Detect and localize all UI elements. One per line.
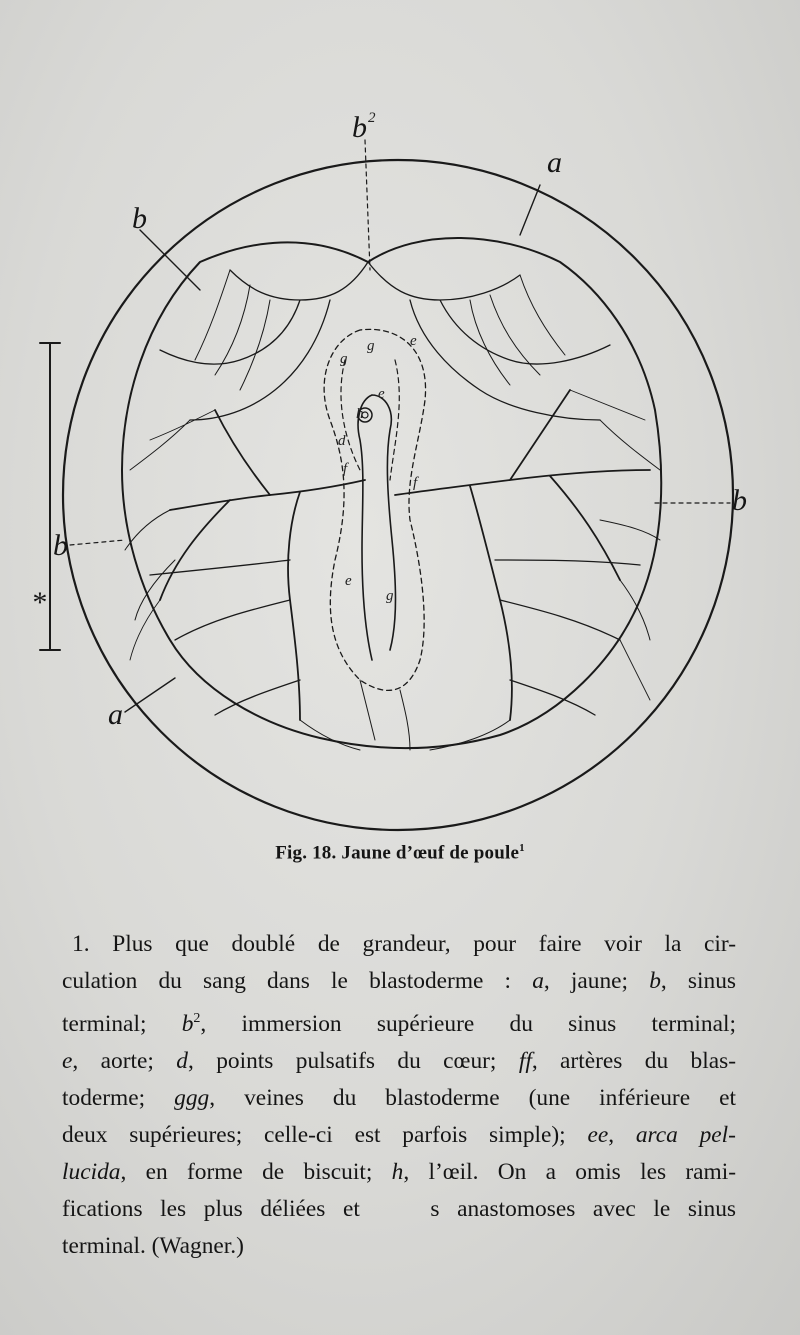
caption-note-mark: 1 [519, 842, 525, 854]
footnote-line-3: terminal; $b^2$, immersion supérieure du sinus terminal; [62, 1010, 736, 1037]
label-g2: g [367, 338, 375, 354]
label-b-left: b [132, 202, 147, 235]
label-f1: f [343, 461, 348, 477]
footnote-line-6: deux supérieures; celle-ci est parfois simple); ee, arca pel- [62, 1121, 736, 1148]
figure-caption [0, 842, 800, 864]
label-d: d [338, 433, 346, 449]
footnote-line-8: fications les plus déliées et s anastomoses avec le sinus [62, 1195, 736, 1222]
label-e1: e [410, 333, 417, 349]
footnote [62, 926, 736, 1265]
label-b-right: b [732, 484, 747, 517]
label-a-top: a [547, 146, 562, 179]
label-a-bottom: a [108, 698, 123, 731]
label-e3: e [345, 573, 352, 589]
embryo [358, 395, 395, 660]
label-g3: g [386, 588, 394, 604]
sinus-terminal [122, 238, 661, 748]
footnote-line-9: terminal. (Wagner.) [62, 1232, 244, 1259]
footnote-line-2: culation du sang dans le blastoderme : a, jaune; b, sinus [62, 968, 736, 994]
caption-text: Fig. 18. Jaune d’œuf de poule [275, 842, 520, 864]
label-b2-top: b [352, 111, 367, 144]
footnote-line-5: toderme; ggg, veines du blastoderme (une inférieure et [62, 1084, 736, 1111]
footnote-line-1: 1. Plus que doublé de grandeur, pour faire voir la cir- [72, 931, 736, 957]
label-f2: f [413, 475, 418, 491]
area-pellucida [324, 329, 425, 690]
footnote-line-4: e, aorte; d, points pulsatifs du cœur; ff, artères du blas- [62, 1047, 736, 1074]
label-b-scale: b [53, 529, 68, 562]
label-e2: e [378, 386, 385, 402]
artery-right [395, 390, 650, 720]
footnote-line-7: lucida, en forme de biscuit; h, l’œil. On a omis les rami- [62, 1158, 736, 1185]
label-g1: g [340, 351, 348, 367]
label-b2-sup: 2 [368, 110, 376, 126]
label-star: * [31, 586, 46, 619]
label-h: h [356, 406, 364, 422]
